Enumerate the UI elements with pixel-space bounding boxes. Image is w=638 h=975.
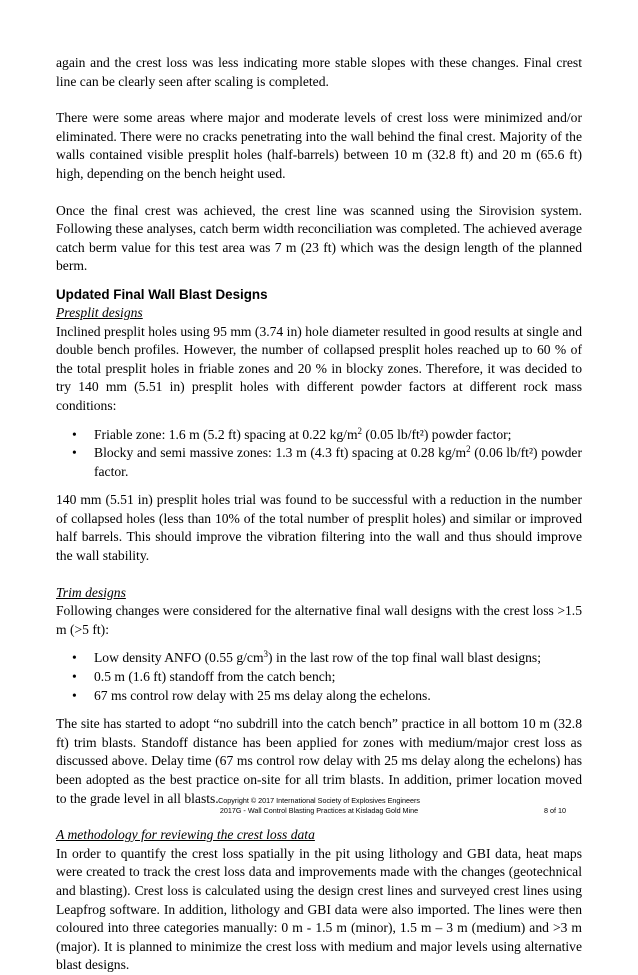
footer-copyright: Copyright © 2017 International Society of Explosives Engineers: [218, 796, 420, 805]
trim-bullet-list: [56, 649, 582, 705]
paragraph-crest-loss-areas: There were some areas where major and moderate levels of crest loss were minimized and/or eliminated. There were no cracks penetrating into the wall behind the final crest. Majority of the walls contained visible presplit holes (half-barrels) between 10 m (32.8 ft) and 20 m (65.6 ft) high, depending on the bench height used.: [56, 110, 582, 181]
presplit-result-paragraph: 140 mm (5.51 in) presplit holes trial was found to be successful with a reduction in the number of collapsed holes (less than 10% of the total number of presplit holes) and similar or improved half barrels. This should improve the vibration filtering into the wall and thus should improve the wall stability.: [56, 492, 582, 564]
presplit-intro-paragraph: Inclined presplit holes using 95 mm (3.74 in) hole diameter resulted in good results at single and double bench profiles. However, the number of collapsed presplit holes reached up to 60 % of the total presplit holes in friable zones and 20 % in blocky zones. Therefore, it was decided to try 140 mm (5.51 in) presplit holes with different powder factors at different rock mass conditions:: [56, 323, 582, 413]
presplit-designs-title: Presplit designs: [56, 304, 143, 320]
methodology-title: A methodology for reviewing the crest loss data: [56, 827, 315, 843]
bullet-icon: •: [72, 687, 77, 703]
bullet-icon: •: [72, 426, 77, 442]
list-item: • 0.5 m (1.6 ft) standoff from the catch bench;: [56, 668, 582, 687]
list-item: • 67 ms control row delay with 25 ms delay along the echelons.: [56, 687, 582, 706]
bullet-icon: •: [72, 650, 77, 666]
page-footer: [0, 796, 638, 816]
list-item: • Blocky and semi massive zones: 1.3 m (4.3 ft) spacing at 0.28 $kg/m^2$ (0.06 lb/ft²) powder factor.: [72, 444, 582, 479]
presplit-bullet-list: [56, 426, 582, 482]
paragraph-crest-loss-intro: again and the crest loss was less indicating more stable slopes with these changes. Final crest line can be clearly seen after scaling is completed.: [56, 55, 582, 89]
trim-designs-title: Trim designs: [56, 584, 126, 600]
page-content: [56, 54, 582, 975]
trim-intro-paragraph: Following changes were considered for the alternative final wall designs with the crest loss >1.5 m (>5 ft):: [56, 603, 582, 637]
paragraph-sirovision-scan: Once the final crest was achieved, the crest line was scanned using the Sirovision system. Following these analyses, catch berm width reconciliation was completed. The achieved average catch berm value for this test area was 7 m (23 ft) which was the design length of the planned berm.: [56, 202, 582, 274]
footer-page-number: 8 of 10: [544, 806, 566, 815]
trim-result-paragraph: The site has started to adopt “no subdrill into the catch bench” practice in all bottom 10 m (32.8 ft) trim blasts. Standoff distance has been applied for zones with medium/major crest loss as discussed above. Delay time (67 ms control row delay with 25 ms delay along the echelons) has been adopted as the best practice on-site for all trim blasts. In addition, primer location moved to the grade level in all blasts.: [56, 716, 582, 806]
footer-paper-title: 2017G - Wall Control Blasting Practices at Kisladag Gold Mine: [219, 806, 419, 815]
list-item: • Low density ANFO (0.55 $g/cm^3$) in the last row of the top final wall blast designs;: [56, 649, 582, 668]
list-item: • Friable zone: 1.6 m (5.2 ft) spacing at 0.22 $kg/m^2$ (0.05 lb/ft²) powder factor;: [56, 426, 582, 445]
section-heading: Updated Final Wall Blast Designs: [56, 286, 268, 302]
methodology-paragraph: In order to quantify the crest loss spatially in the pit using lithology and GBI data, heat maps were created to track the crest loss data and improvements made with the changes (geotechnical and blasting). Crest loss is calculated using the design crest lines and surveyed crest lines using Leapfrog software. In addition, lithology and GBI data were also imported. The lines were then coloured into three categories manually: 0 m - 1.5 m (minor), 1.5 m – 3 m (medium) and >3 m (major). It is planned to minimize the crest loss with medium and major levels using alternative blast designs.: [56, 845, 582, 973]
bullet-icon: •: [72, 445, 77, 461]
bullet-icon: •: [72, 669, 77, 685]
